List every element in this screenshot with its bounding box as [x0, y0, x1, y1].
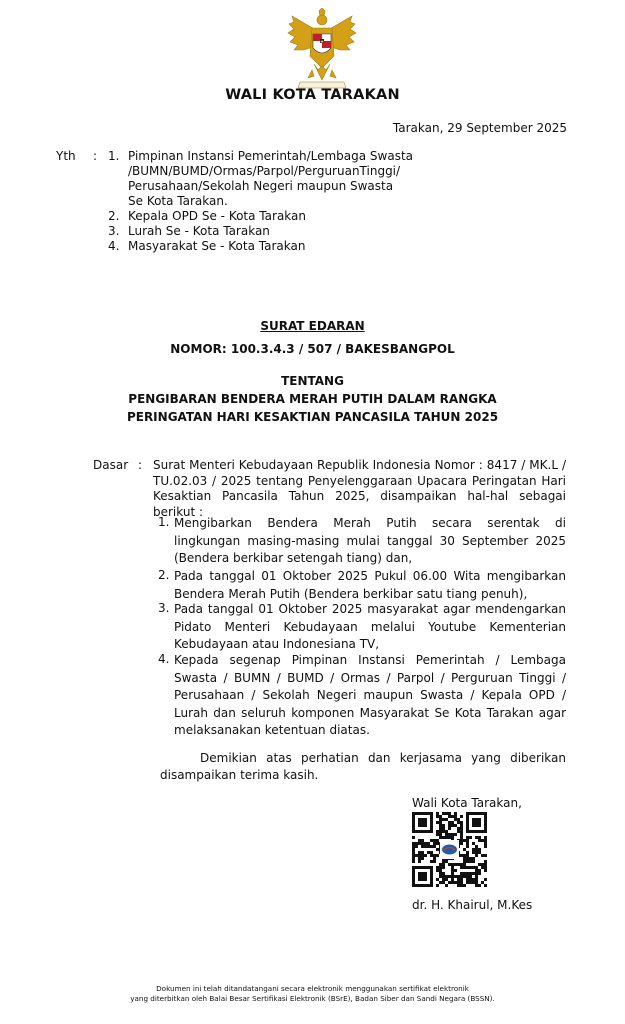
recipient-number: 4.: [108, 239, 120, 253]
footer-note-line-2: yang diterbitkan oleh Balai Besar Sertifikasi Elektronik (BSrE), Badan Siber dan Sandi Negara (BSSN).: [130, 994, 495, 1003]
recipient-number: 2.: [108, 209, 120, 223]
addressee-colon: :: [93, 149, 98, 163]
footer-note-line-1: Dokumen ini telah ditandatangani secara elektronik menggunakan sertifikat elektronik: [156, 984, 469, 993]
bsre-logo-icon: [440, 840, 459, 859]
recipient-line: Lurah Se - Kota Tarakan: [128, 224, 270, 238]
recipient-line: Kepala OPD Se - Kota Tarakan: [128, 209, 306, 223]
garuda-pancasila-emblem-icon: [286, 8, 358, 90]
letter-date: Tarakan, 29 September 2025: [392, 121, 567, 135]
basis-text: Surat Menteri Kebudayaan Republik Indonesia Nomor : 8417 / MK.L / TU.02.03 / 2025 tentang Penyelenggaraan Upacara Peringatan Hari Kesaktian Pancasila Tahun 2025, disampaikan hal-hal sebagai berikut :: [153, 458, 566, 519]
recipient-number: 1.: [108, 149, 120, 163]
circular-number: NOMOR: 100.3.4.3 / 507 / BAKESBANGPOL: [170, 342, 455, 356]
circular-subject-line-2: PERINGATAN HARI KESAKTIAN PANCASILA TAHUN 2025: [126, 410, 499, 424]
circular-subject-line-1: PENGIBARAN BENDERA MERAH PUTIH DALAM RANGKA: [128, 392, 497, 406]
list-item-text: Kepada segenap Pimpinan Instansi Pemerintah / Lembaga Swasta / BUMN / BUMD / Ormas / Parpol / Perguruan Tinggi / Perusahaan / Sekolah Negeri maupun Swasta / Kepala OPD / Lurah dan seluruh komponen Masyarakat Se Kota Tarakan agar melaksanakan ketentuan diatas.: [174, 653, 566, 738]
circular-title: SURAT EDARAN: [260, 319, 365, 333]
signer-name: dr. H. Khairul, M.Kes: [412, 898, 533, 912]
closing-paragraph: Demikian atas perhatian dan kerjasama yang diberikan disampaikan terima kasih.: [160, 751, 566, 782]
recipient-line: /BUMN/BUMD/Ormas/Parpol/PerguruanTinggi/: [128, 164, 401, 178]
list-item-text: Pada tanggal 01 Oktober 2025 masyarakat agar mendengarkan Pidato Menteri Kebudayaan melalui Youtube Kementerian Kebudayaan atau Indonesiana TV,: [174, 602, 566, 652]
recipient-line: Perusahaan/Sekolah Negeri maupun Swasta: [128, 179, 394, 193]
list-item-text: Pada tanggal 01 Oktober 2025 Pukul 06.00 Wita mengibarkan Bendera Merah Putih (Bendera berkibar satu tiang penuh),: [174, 569, 566, 601]
basis-label: Dasar: [93, 458, 129, 472]
issuer-title: WALI KOTA TARAKAN: [225, 87, 400, 103]
recipient-number: 3.: [108, 224, 120, 238]
list-item-number: 3.: [158, 601, 170, 615]
recipient-line: Pimpinan Instansi Pemerintah/Lembaga Swasta: [128, 149, 414, 163]
list-item-number: 2.: [158, 568, 170, 582]
recipient-line: Se Kota Tarakan.: [128, 194, 228, 208]
recipient-line: Masyarakat Se - Kota Tarakan: [128, 239, 306, 253]
list-item-number: 1.: [158, 515, 170, 529]
addressee-label: Yth: [56, 149, 76, 163]
circular-about-heading: TENTANG: [281, 374, 344, 388]
signer-title: Wali Kota Tarakan,: [412, 796, 522, 810]
list-item-number: 4.: [158, 652, 170, 666]
basis-colon: :: [138, 458, 143, 472]
list-item-text: Mengibarkan Bendera Merah Putih secara serentak di lingkungan masing-masing mulai tanggal 30 September 2025 (Bendera berkibar setengah tiang) dan,: [174, 516, 566, 566]
